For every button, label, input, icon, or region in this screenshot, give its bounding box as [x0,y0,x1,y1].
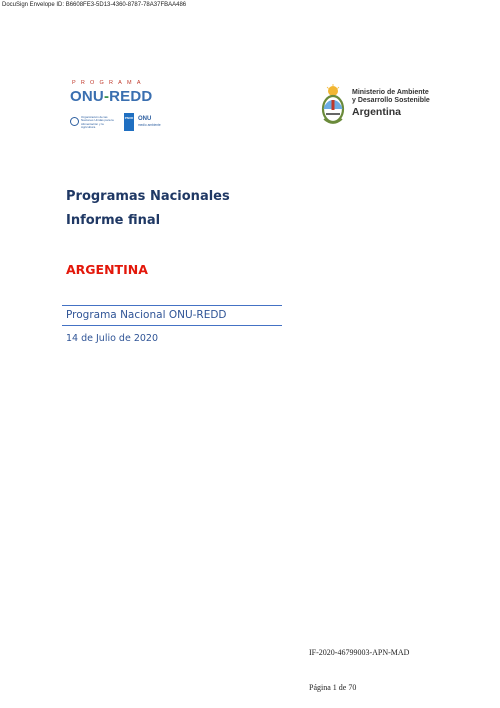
docusign-envelope-id: DocuSign Envelope ID: B6608FE3-5D13-4360-8787-78A37FBAA486 [2,2,187,8]
un-environment-logo: ONU [138,116,152,122]
partner-logos [70,113,170,135]
document-date: 14 de Julio de 2020 [66,333,159,344]
onu-redd-wordmark: ONU-REDD [70,88,153,105]
undp-logo-icon: PNUD [124,113,134,131]
onu-redd-logo [68,80,168,140]
document-reference: IF-2020-46799003-APN-MAD [309,648,410,657]
page-number: Página 1 de 70 [309,683,357,692]
program-top-rule [62,305,282,306]
document-title-line2: Informe final [66,213,161,228]
country-heading: ARGENTINA [66,262,148,277]
ministerio-country: Argentina [352,106,402,118]
fao-text: Organización de las Naciones Unidas para la Alimentación y la Agricultura [81,115,114,130]
ministerio-logo [318,84,448,128]
onu-redd-programa-label: PROGRAMA [72,80,146,86]
fao-emblem-icon [70,117,79,126]
program-name: Programa Nacional ONU-REDD [66,309,227,321]
program-bottom-rule [62,325,282,326]
document-title-line1: Programas Nacionales [66,189,230,204]
un-environment-subtitle: medio ambiente [138,123,161,127]
ministerio-name: Ministerio de Ambiente y Desarrollo Sostenible [352,89,430,104]
argentina-coat-of-arms-icon [318,84,348,128]
